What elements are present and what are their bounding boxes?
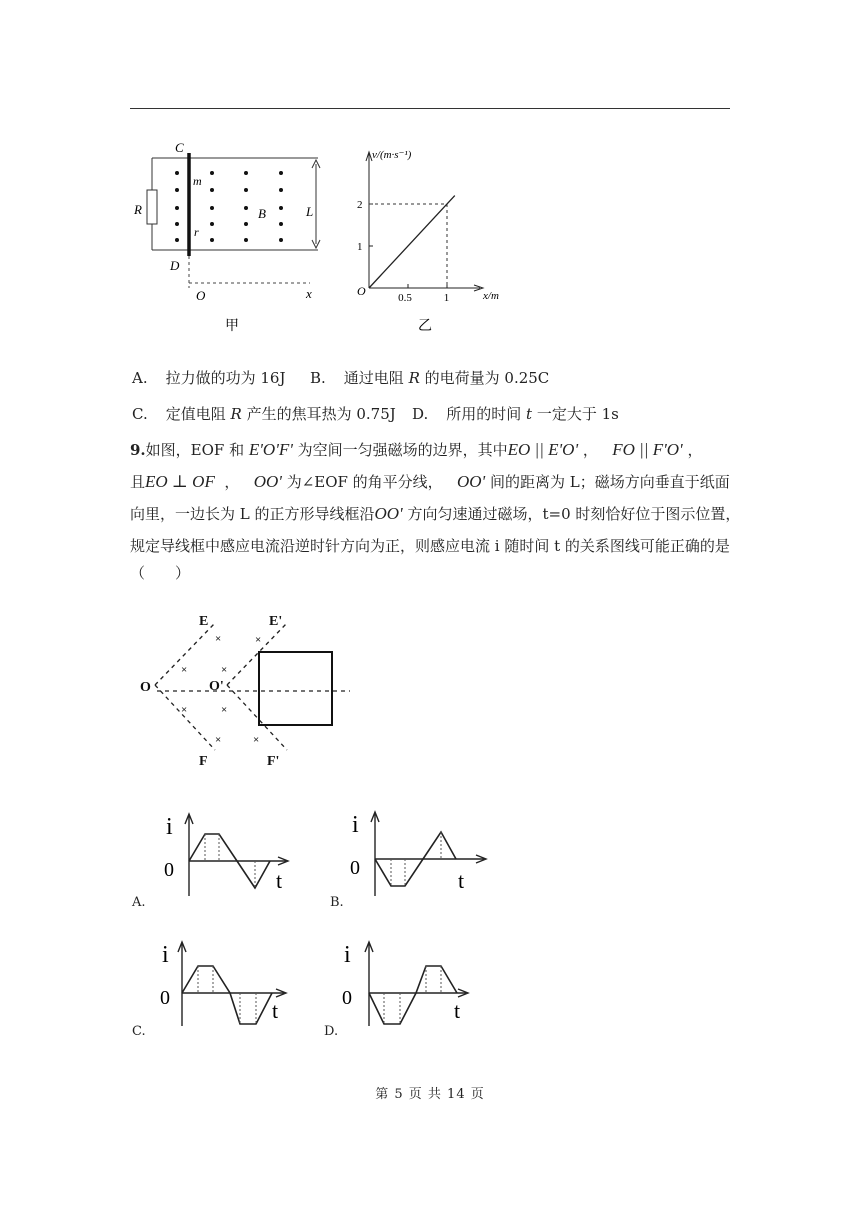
- i-axis-label: i: [352, 812, 359, 838]
- option-a-text: 拉力做的功为 16J: [165, 369, 286, 387]
- q9-line-2: [130, 472, 730, 492]
- boundary-e-prime-o-prime: [227, 623, 287, 685]
- label-r-rod: r: [194, 225, 199, 239]
- graph-b-label: B.: [330, 895, 344, 910]
- option-d-text-post: 一定大于 1s: [532, 405, 619, 423]
- zero-label: 0: [342, 987, 352, 1009]
- q9-text: 且: [130, 473, 146, 491]
- x-tick-label: 1: [443, 292, 450, 304]
- t-axis-label: t: [272, 998, 279, 1023]
- field-mark: ×: [215, 734, 222, 746]
- q8-option-a[interactable]: [132, 368, 285, 388]
- caption-yi: 乙: [418, 319, 432, 334]
- q9-text: 规定导线框中感应电流沿逆时针方向为正，则感应电流 i 随时间 t 的关系图线可能正确的是: [130, 537, 730, 555]
- t-axis-label: t: [458, 868, 465, 893]
- math-eo-parallel: EO || E'O': [507, 440, 579, 459]
- label-l: L: [306, 204, 314, 219]
- option-b-text-post: 的电荷量为 0.25C: [419, 369, 550, 387]
- graph-option-a[interactable]: [158, 808, 298, 898]
- q9-text: ，: [687, 441, 703, 459]
- q9-line-1: [130, 440, 702, 460]
- q9-text: 为∠EOF 的角平分线，: [286, 473, 443, 491]
- label-o-jia: O: [196, 288, 206, 303]
- field-dots: [175, 171, 283, 242]
- option-d-var: t: [526, 405, 533, 423]
- field-mark: ×: [221, 664, 228, 676]
- field-mark: ×: [253, 734, 260, 746]
- label-r-resistor: R: [134, 202, 142, 217]
- field-mark: ×: [215, 633, 222, 645]
- graph-option-b[interactable]: [344, 806, 494, 898]
- q9-line-3: [130, 504, 740, 524]
- option-c-text-pre: 定值电阻: [165, 405, 231, 423]
- q8-option-b[interactable]: [310, 368, 549, 388]
- q9-text: 方向匀速通过磁场，t=0 时刻恰好位于图示位置，: [407, 505, 741, 523]
- zero-label: 0: [350, 857, 360, 879]
- current-curve: [369, 966, 457, 1024]
- label-o: O: [140, 680, 151, 695]
- i-axis-label: i: [344, 942, 351, 968]
- label-b: B: [258, 206, 266, 221]
- math-eo-perp: EO ⊥ OF: [145, 472, 215, 491]
- q9-text: 间的距离为 L；磁场方向垂直于纸面: [489, 473, 730, 491]
- option-b-var: R: [408, 369, 420, 387]
- q9-line-5: [130, 563, 190, 583]
- option-d-label: D.: [412, 405, 429, 423]
- graph-c-label: C.: [132, 1024, 146, 1039]
- math-oo-prime: OO': [253, 472, 282, 491]
- option-b-label: B.: [310, 369, 326, 387]
- zero-label: 0: [160, 987, 170, 1009]
- figure-jia: [130, 138, 330, 338]
- x-axis-label: x/m: [483, 290, 499, 302]
- x-tick-label: 0.5: [398, 292, 412, 304]
- q9-text: ，: [582, 441, 598, 459]
- math-fo-parallel: FO || F'O': [612, 440, 683, 459]
- label-x-jia: x: [306, 286, 312, 301]
- question-number: 9.: [130, 441, 146, 459]
- label-f-prime: F': [267, 754, 280, 769]
- label-o-prime: O': [209, 679, 224, 694]
- figure-yi-chart: [350, 138, 520, 338]
- y-tick-label: 2: [357, 199, 363, 211]
- i-axis-label: i: [162, 942, 169, 968]
- graph-option-d[interactable]: [340, 936, 480, 1028]
- t-axis-label: t: [454, 998, 461, 1023]
- label-d: D: [170, 258, 180, 273]
- option-c-label: C.: [132, 405, 148, 423]
- math-oo-prime: OO': [457, 472, 486, 491]
- resistor-symbol: [147, 190, 157, 224]
- zero-label: 0: [164, 859, 174, 881]
- q8-option-c[interactable]: [132, 404, 396, 424]
- q9-field-diagram: [135, 605, 360, 775]
- boundary-of: [155, 685, 215, 750]
- math-eof-prime: E'O'F': [248, 440, 293, 459]
- page-footer: 第 5 页 共 14 页: [375, 1087, 485, 1102]
- field-mark: ×: [181, 704, 188, 716]
- label-m: m: [193, 174, 202, 188]
- current-curve: [182, 966, 272, 1024]
- q8-option-d[interactable]: [412, 404, 619, 424]
- option-c-var: R: [230, 405, 242, 423]
- option-b-text-pre: 通过电阻: [343, 369, 409, 387]
- option-d-text-pre: 所用的时间: [446, 405, 527, 423]
- square-loop: [259, 652, 332, 725]
- q9-text: ，: [224, 473, 240, 491]
- q9-text: 如图，EOF 和: [145, 441, 245, 459]
- label-f: F: [199, 754, 208, 769]
- field-mark: ×: [181, 664, 188, 676]
- graph-a-label: A.: [132, 895, 146, 910]
- t-axis-label: t: [276, 868, 283, 893]
- graph-option-c[interactable]: [158, 936, 298, 1028]
- graph-d-label: D.: [324, 1024, 339, 1039]
- label-e: E: [199, 614, 209, 629]
- i-axis-label: i: [166, 814, 173, 840]
- y-tick-label: 1: [357, 241, 363, 253]
- y-axis-label: v/(m·s⁻¹): [372, 149, 412, 161]
- origin-label: O: [357, 284, 366, 298]
- series-line: [369, 196, 455, 288]
- caption-jia: 甲: [225, 319, 239, 334]
- header-rule: [130, 108, 730, 109]
- answer-bracket: （ ）: [130, 564, 191, 582]
- option-a-label: A.: [132, 369, 148, 387]
- q9-text: 为空间一匀强磁场的边界，其中: [297, 441, 508, 459]
- field-mark: ×: [221, 704, 228, 716]
- option-c-text-post: 产生的焦耳热为 0.75J: [241, 405, 396, 423]
- q9-text: 向里，一边长为 L 的正方形导线框沿: [130, 505, 375, 523]
- q9-line-4: [130, 536, 730, 556]
- math-oo-prime: OO': [374, 504, 403, 523]
- label-e-prime: E': [269, 614, 283, 629]
- label-c: C: [175, 140, 184, 155]
- field-mark: ×: [255, 634, 262, 646]
